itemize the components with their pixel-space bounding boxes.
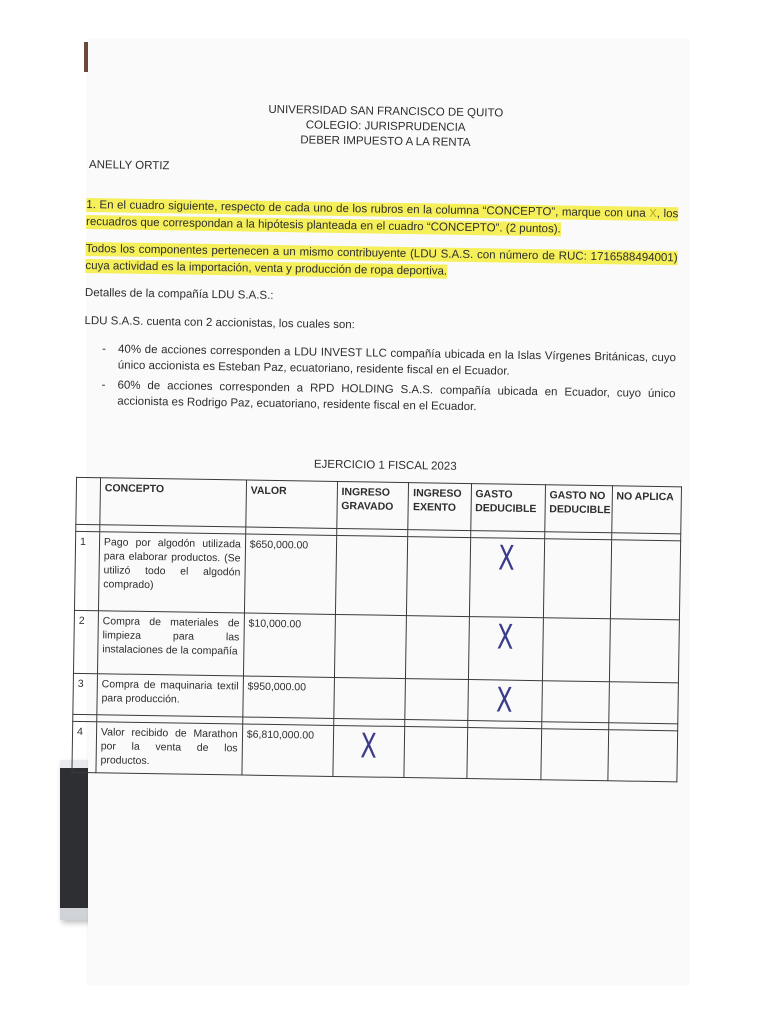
shareholder-list (99, 341, 680, 418)
row-number: 3 (73, 673, 98, 714)
fiscal-table (71, 477, 682, 782)
instruction-text-b: , los recuadros que correspondan a la hipótesis planteada en el cuadro “CONCEPTO”. (2 puntos). (85, 207, 679, 236)
cell-gasto-no-deducible[interactable] (541, 681, 609, 723)
handwritten-x-mark: X (360, 726, 378, 767)
cell-gasto-deducible[interactable] (467, 680, 542, 722)
shareholder-item: - 40% de acciones corresponden a LDU INVEST LLC compañía ubicada en la Islas Vírgenes Británicas, cuyo único accionista es Esteban Paz, ecuatoriano, residente fiscal en el Ecuador. (118, 342, 676, 383)
document-content (77, 100, 683, 782)
row-number: 1 (74, 531, 99, 610)
instruction-text-a: 1. En el cuadro siguiente, respecto de cada uno de los rubros en la columna “CONCEPTO”, marque con una (86, 198, 650, 220)
row-concept: Compra de materiales de limpieza para las instalaciones de la compañía (97, 611, 244, 676)
cell-ingreso-exento[interactable] (406, 616, 469, 680)
instruction-paragraph (86, 197, 682, 240)
row-concept: Valor recibido de Marathon por la venta de los productos. (96, 722, 243, 775)
row-number: 2 (73, 610, 98, 673)
row-value: $950,000.00 (243, 676, 334, 718)
context-text: Todos los componentes pertenecen a un mismo contribuyente (LDU S.A.S. con número de RUC: 1716588494001) cuya actividad es la importación, venta y producción de ropa deportiva. (85, 242, 678, 278)
student-name: ANELLY ORTIZ (88, 159, 170, 173)
table-row (72, 721, 678, 781)
cell-no-aplica[interactable] (607, 730, 677, 782)
header-gasto-no-deducible: GASTO NO DEDUCIBLE (544, 485, 612, 533)
handwritten-x-mark: X (497, 617, 515, 658)
handwritten-x-mark: X (496, 680, 514, 721)
exercise-title: EJERCICIO 1 FISCAL 2023 (313, 458, 457, 473)
context-paragraph (85, 241, 681, 284)
shareholders-intro: LDU S.A.S. cuenta con 2 accionistas, los cuales son: (84, 314, 355, 332)
cell-ingreso-exento[interactable] (407, 537, 470, 617)
cell-ingreso-gravado[interactable] (333, 725, 406, 777)
header-number (76, 477, 101, 524)
row-value: $10,000.00 (243, 613, 335, 677)
row-concept: Pago por algodón utilizada para elaborar productos. (Se utilizó todo el algodón comprado) (98, 532, 245, 613)
cell-gasto-deducible[interactable] (469, 538, 544, 618)
cell-gasto-no-deducible[interactable] (541, 729, 609, 781)
header-concepto: CONCEPTO (100, 478, 247, 527)
table-row (74, 531, 680, 619)
university-name: UNIVERSIDAD SAN FRANCISCO DE QUITO (268, 103, 504, 120)
header-valor: VALOR (246, 480, 338, 528)
cell-gasto-deducible[interactable] (466, 728, 541, 780)
row-number: 4 (72, 721, 97, 772)
row-value: $6,810,000.00 (242, 724, 334, 776)
assignment-title: DEBER IMPUESTO A LA RENTA (300, 134, 471, 150)
cell-no-aplica[interactable] (610, 540, 681, 620)
header-ingreso-exento: INGRESO EXENTO (408, 483, 471, 531)
shareholder-item: - 60% de acciones corresponden a RPD HOLDING S.A.S. compañía ubicada en Ecuador, cuyo único accionista es Rodrigo Paz, ecuatoriano, residente fiscal en el Ecuador. (117, 377, 675, 418)
cell-ingreso-exento[interactable] (405, 679, 468, 721)
cell-ingreso-gravado[interactable] (334, 614, 407, 678)
company-details-heading: Detalles de la compañía LDU S.A.S.: (84, 286, 274, 302)
cell-no-aplica[interactable] (608, 682, 678, 724)
cell-gasto-deducible[interactable] (468, 617, 543, 681)
row-concept: Compra de maquinaria textil para producción. (97, 674, 243, 717)
header-no-aplica: NO APLICA (611, 486, 681, 534)
cell-no-aplica[interactable] (609, 619, 679, 683)
cell-ingreso-gravado[interactable] (333, 677, 405, 719)
college-name: COLEGIO: JURISPRUDENCIA (305, 119, 466, 134)
header-gasto-deducible: GASTO DEDUCIBLE (470, 484, 545, 532)
cell-ingreso-gravado[interactable] (335, 535, 408, 615)
document-header (87, 100, 684, 154)
handwritten-x-mark: X (498, 538, 516, 579)
cell-gasto-no-deducible[interactable] (542, 618, 610, 682)
table-row (73, 610, 679, 682)
header-ingreso-gravado: INGRESO GRAVADO (336, 481, 408, 529)
instruction-x-mark: X (649, 207, 657, 220)
row-value: $650,000.00 (244, 534, 336, 614)
cell-gasto-no-deducible[interactable] (543, 539, 611, 619)
cell-ingreso-exento[interactable] (404, 727, 467, 779)
